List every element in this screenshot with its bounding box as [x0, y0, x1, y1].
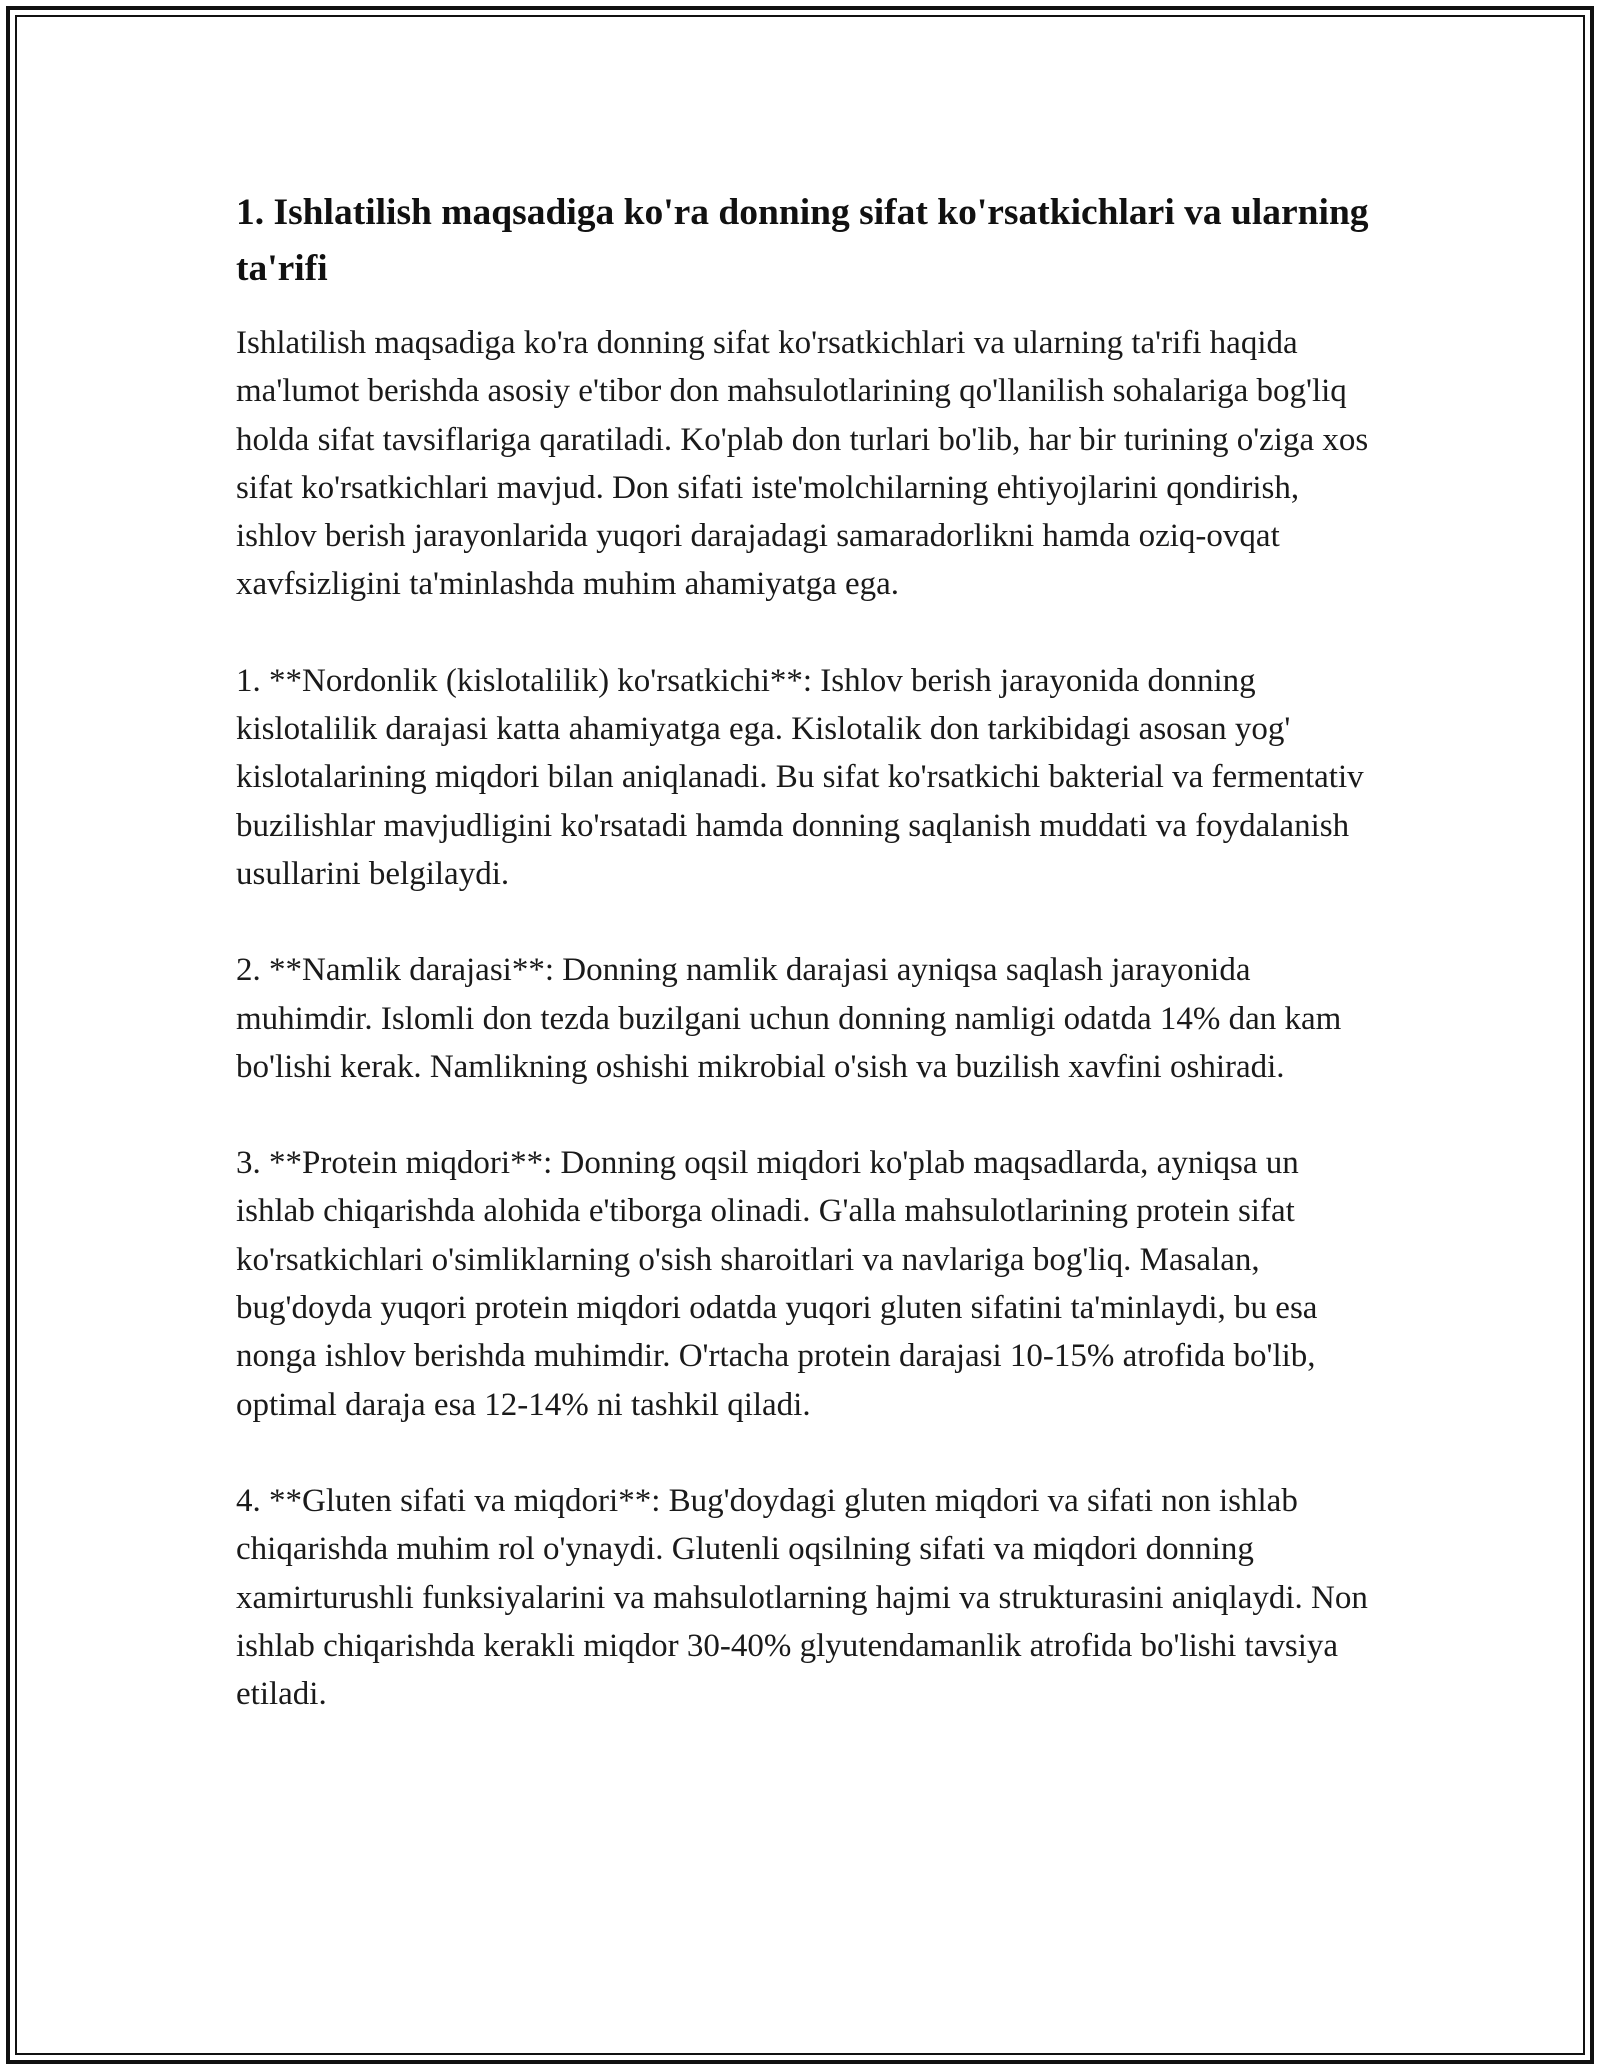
- list-item-gluten: 4. **Gluten sifati va miqdori**: Bug'doydagi gluten miqdori va sifati non ishlab chiqarishda muhim rol o'ynaydi. Glutenli oqsilning sifati va miqdori donning xamirturushli funksiyalarini va mahsulotlarning hajmi va strukturasini aniqlaydi. Non ishlab chiqarishda kerakli miqdor 30-40% glyutendamanlik atrofida bo'lishi tavsiya etiladi.: [236, 1482, 1368, 1713]
- section-heading: 1. Ishlatilish maqsadiga ko'ra donning sifat ko'rsatkichlari va ularning ta'rifi: [236, 192, 1369, 289]
- list-item-acidity: 1. **Nordonlik (kislotalilik) ko'rsatkichi**: Ishlov berish jarayonida donning kislotalilik darajasi katta ahamiyatga ega. Kislotalik don tarkibidagi asosan yog' kislotalarining miqdori bilan aniqlanadi. Bu sifat ko'rsatkichi bakterial va fermentativ buzilishlar mavjudligini ko'rsatadi hamda donning saqlanish muddati va foydalanish usullarini belgilaydi.: [236, 662, 1364, 892]
- list-item-moisture: 2. **Namlik darajasi**: Donning namlik darajasi ayniqsa saqlash jarayonida muhimdir. Islomli don tezda buzilgani uchun donning namligi odatda 14% dan kam bo'lishi kerak. Namlikning oshishi mikrobial o'sish va buzilish xavfini oshiradi.: [236, 952, 1342, 1085]
- document-body: [236, 185, 1370, 1718]
- list-item-protein: 3. **Protein miqdori**: Donning oqsil miqdori ko'plab maqsadlarda, ayniqsa un ishlab chiqarishda alohida e'tiborga olinadi. G'alla mahsulotlarining protein sifat ko'rsatkichlari o'simliklarning o'sish sharoitlari va navlariga bog'liq. Masalan, bug'doyda yuqori protein miqdori odatda yuqori gluten sifatini ta'minlaydi, bu esa nonga ishlov berishda muhimdir. O'rtacha protein darajasi 10-15% atrofida bo'lib, optimal daraja esa 12-14% ni tashkil qiladi.: [236, 1145, 1318, 1423]
- intro-paragraph: Ishlatilish maqsadiga ko'ra donning sifat ko'rsatkichlari va ularning ta'rifi haqida ma'lumot berishda asosiy e'tibor don mahsulotlarining qo'llanilish sohalariga bog'liq holda sifat tavsiflariga qaratiladi. Ko'plab don turlari bo'lib, har bir turining o'ziga xos sifat ko'rsatkichlari mavjud. Don sifati iste'molchilarning ehtiyojlarini qondirish, ishlov berish jarayonlarida yuqori darajadagi samaradorlikni hamda oziq-ovqat xavfsizligini ta'minlashda muhim ahamiyatga ega.: [236, 325, 1369, 603]
